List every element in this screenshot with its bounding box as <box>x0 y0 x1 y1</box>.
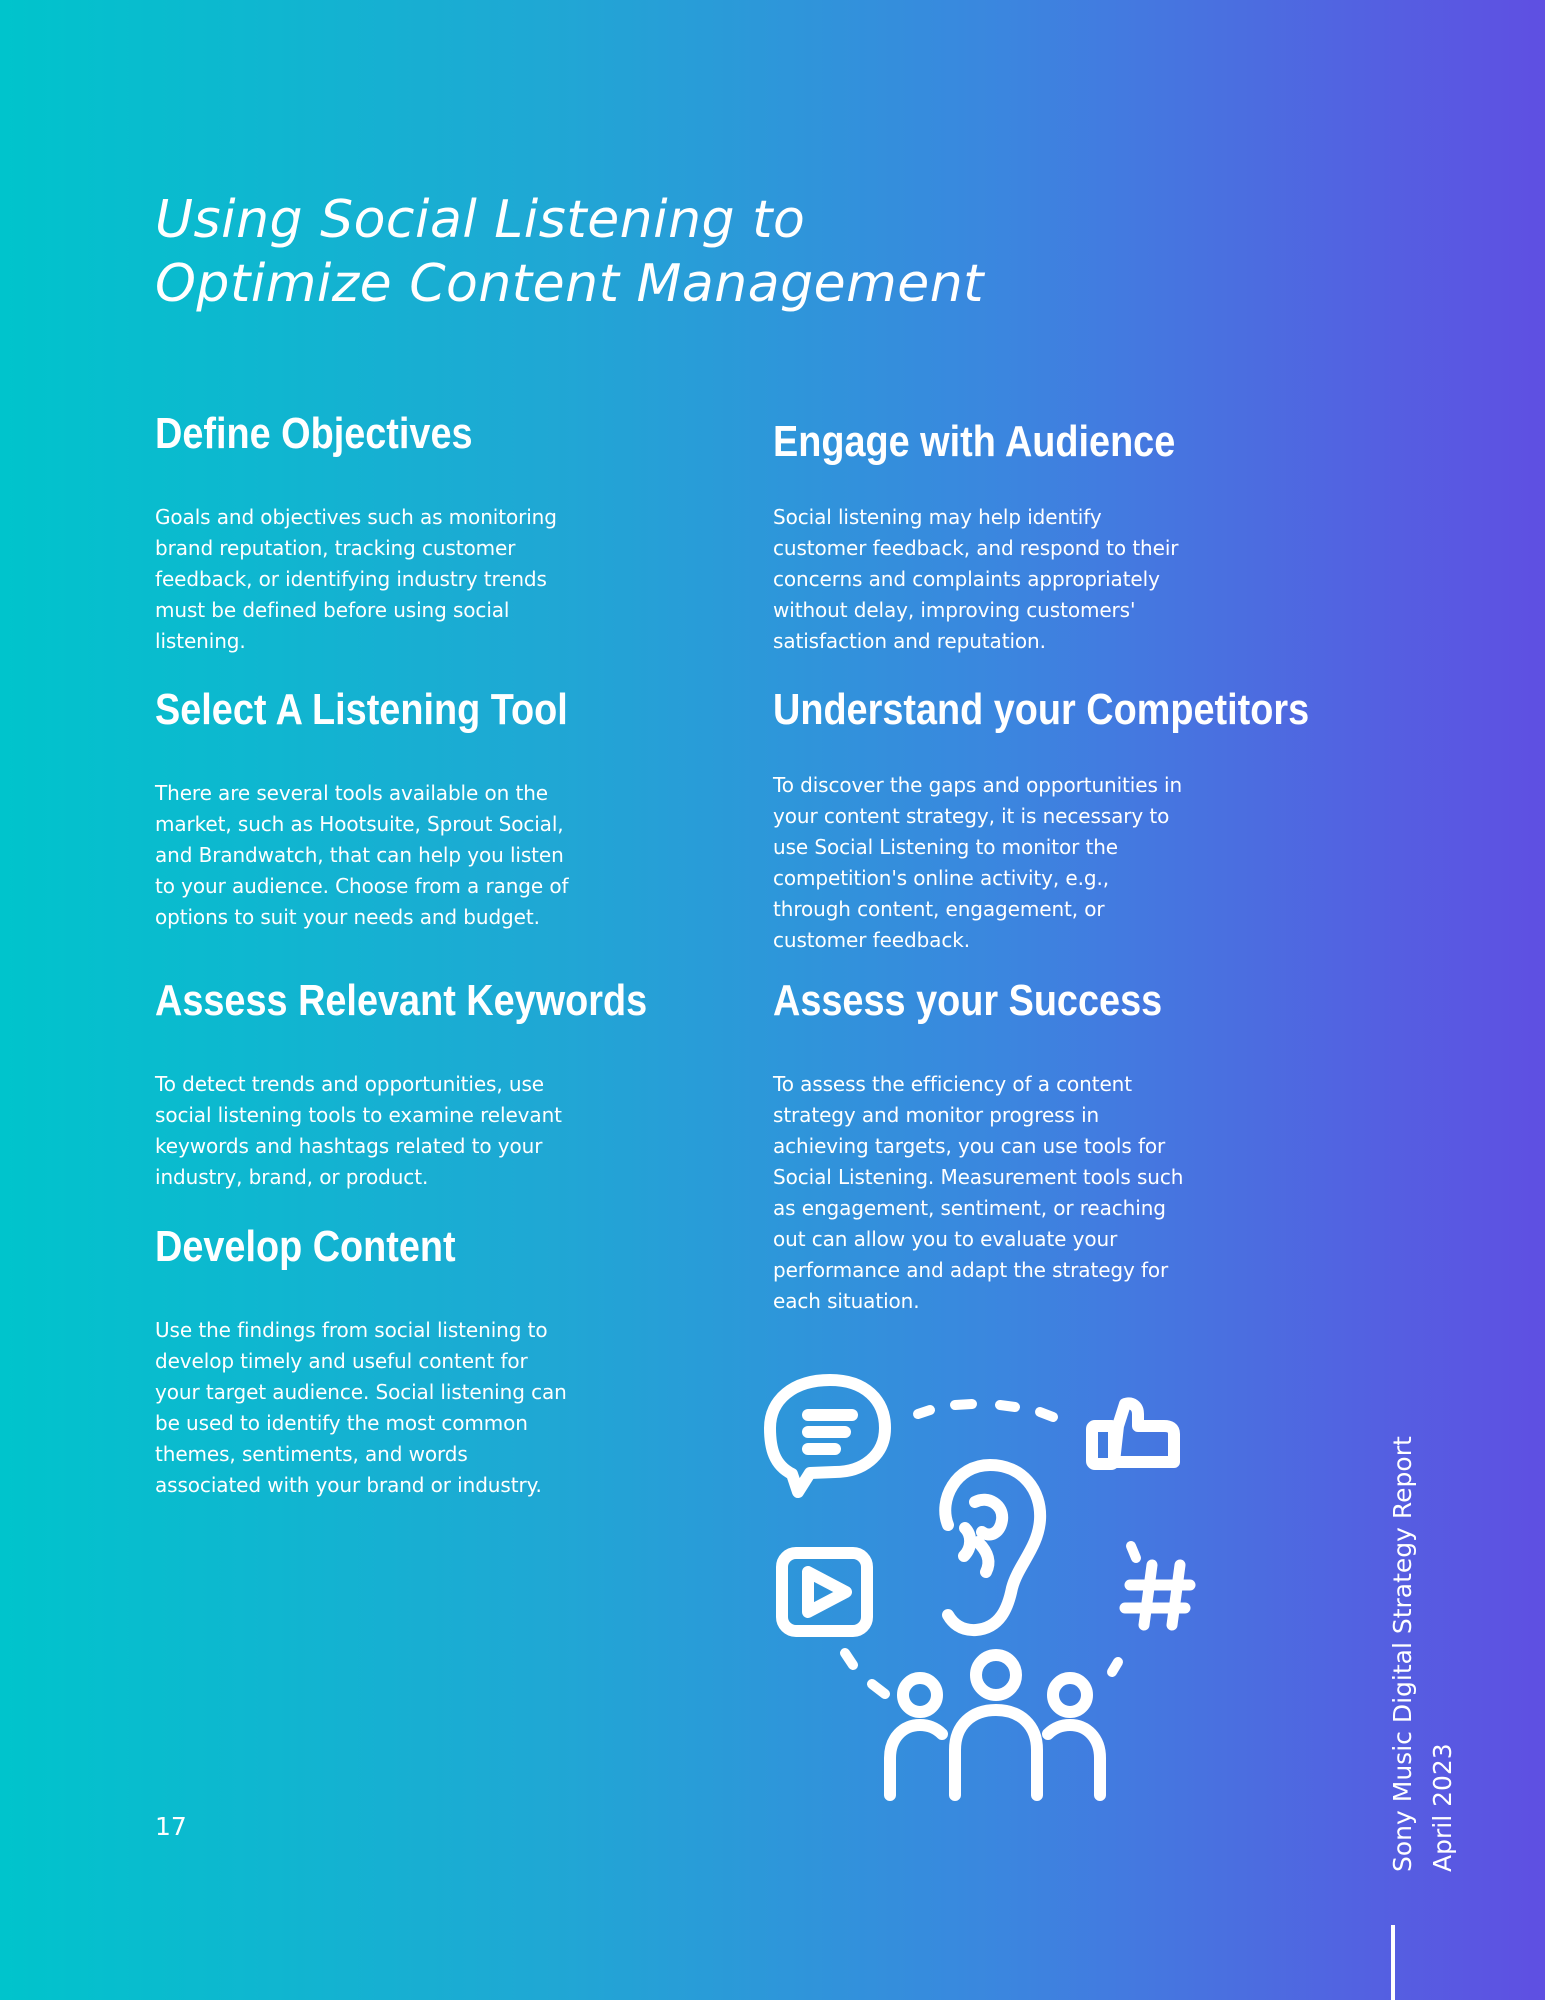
side-rule-divider <box>1391 1925 1395 2000</box>
side-label-date: April 2023 <box>1428 1743 1457 1872</box>
page-title-line-1: Using Social Listening to <box>155 190 806 250</box>
social-listening-illustration <box>760 1360 1220 1810</box>
section-heading: Understand your Competitors <box>773 685 1310 734</box>
section-assess-keywords <box>155 973 675 1193</box>
section-heading: Select A Listening Tool <box>155 685 568 734</box>
section-heading: Define Objectives <box>155 409 473 458</box>
section-body: To discover the gaps and opportunities in your content strategy, it is necessary to use Social Listening to monitor the competition's online activity, e.g., through content, engagement, or customer feedback. <box>773 773 1183 952</box>
section-heading: Assess Relevant Keywords <box>155 976 648 1025</box>
side-label <box>1383 1412 1463 1872</box>
page-title-line-2: Optimize Content Management <box>155 254 985 314</box>
hashtag-icon <box>1125 1565 1190 1625</box>
dashed-arc-top <box>918 1404 1053 1417</box>
section-heading: Assess your Success <box>773 976 1163 1025</box>
side-label-report-title: Sony Music Digital Strategy Report <box>1388 1436 1417 1872</box>
section-select-tool <box>155 682 675 933</box>
section-heading: Develop Content <box>155 1222 456 1271</box>
video-play-icon <box>782 1553 867 1631</box>
section-develop-content <box>155 1219 675 1501</box>
section-body: To assess the efficiency of a content strategy and monitor progress in achieving targets, you can use tools for Social Listening. Measurement tools such as engagement, sentiment, or reaching out can allow you to evaluate your performance and adapt the strategy for each situation. <box>773 1072 1184 1313</box>
section-body: To detect trends and opportunities, use social listening tools to examine relevant keywords and hashtags related to your industry, brand, or product. <box>155 1072 562 1189</box>
section-assess-success <box>773 973 1293 1317</box>
thumbs-up-icon <box>1092 1403 1174 1464</box>
section-body: There are several tools available on the market, such as Hootsuite, Sprout Social, and Brandwatch, that can help you listen to your audience. Choose from a range of options to suit your needs and budget. <box>155 781 569 929</box>
section-engage-audience <box>773 414 1293 657</box>
section-body: Social listening may help identify customer feedback, and respond to their concerns and complaints appropriately without delay, improving customers' satisfaction and reputation. <box>773 505 1179 653</box>
section-define-objectives <box>155 406 675 657</box>
page-title <box>155 188 1055 316</box>
section-understand-competitors <box>773 682 1310 956</box>
speech-bubble-icon <box>770 1380 885 1492</box>
section-heading: Engage with Audience <box>773 417 1176 466</box>
ear-icon <box>945 1465 1040 1630</box>
section-body: Goals and objectives such as monitoring brand reputation, tracking customer feedback, or identifying industry trends must be defined before using social listening. <box>155 505 557 653</box>
section-body: Use the findings from social listening to develop timely and useful content for your target audience. Social listening can be used to identify the most common themes, sentiments, and words associated with your brand or industry. <box>155 1318 567 1497</box>
page-number: 17 <box>155 1812 187 1841</box>
audience-group-icon <box>890 1655 1100 1795</box>
